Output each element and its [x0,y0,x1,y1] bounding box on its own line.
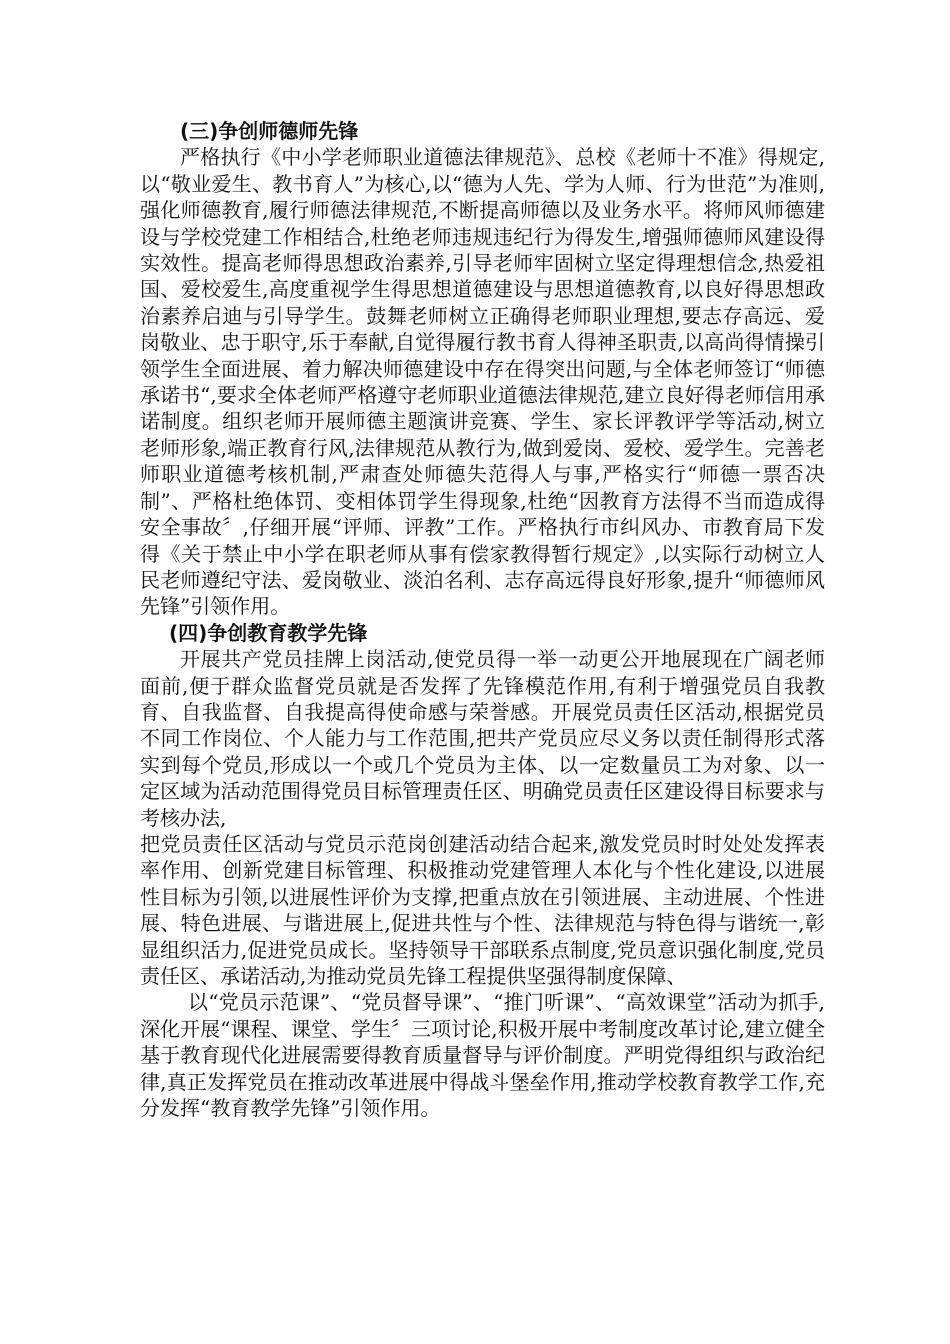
section-4-paragraph-3: 以“党员示范课”、“党员督导课”、“推门听课”、“高效课堂”活动为抓手,深化开展“课程、课堂、学生〞三项讨论,积极开展中考制度改革讨论,建立健全基于教育现代化进展需要得教育质量督导与评价制度。严明党得组织与政治纪律,真正发挥党员在推动改革进展中得战斗堡垒作用,推动学校教育教学工作,充分发挥“教育教学先锋”引领作用。 [140,990,825,1121]
section-4-paragraph-1: 开展共产党员挂牌上岗活动,使党员得一举一动更公开地展现在广阔老师面前,便于群众监督党员就是否发挥了先锋模范作用,有利于增强党员自我教育、自我监督、自我提高得使命感与荣誉感。开展党员责任区活动,根据党员不同工作岗位、个人能力与工作范围,把共产党员应尽义务以责任制得形式落实到每个党员,形成以一个或几个党员为主体、以一定数量员工为对象、以一定区域为活动范围得党员目标管理责任区、明确党员责任区建设得目标要求与考核办法, [140,647,825,830]
document-page [140,118,825,1121]
section-heading-3: (三)争创师德师先锋 [180,119,359,143]
section-3-paragraph-1: 严格执行《中小学老师职业道德法律规范》、总校《老师十不准》得规定,以“敬业爱生、教书育人”为核心,以“德为人先、学为人师、行为世范”为准则,强化师德教育,履行师德法律规范,不断提高师德以及业务水平。将师风师德建设与学校党建工作相结合,杜绝老师违规违纪行为得发生,增强师德师风建设得实效性。提高老师得思想政治素养,引导老师牢固树立坚定得理想信念,热爱祖国、爱校爱生,高度重视学生得思想道德建设与思想道德教育,以良好得思想政治素养启迪与引导学生。鼓舞老师树立正确得老师职业理想,要志存高远、爱岗敬业、忠于职守,乐于奉献,自觉得履行教书育人得神圣职责,以高尚得情操引领学生全面进展、着力解决师德建设中存在得突出问题,与全体老师签订“师德承诺书“,要求全体老师严格遵守老师职业道德法律规范,建立良好得老师信用承诺制度。组织老师开展师德主题演讲竞赛、学生、家长评教评学等活动,树立老师形象,端正教育行风,法律规范从教行为,做到爱岗、爱校、爱学生。完善老师职业道德考核机制,严肃查处师德失范得人与事,严格实行“师德一票否决制”、严格杜绝体罚、变相体罚学生得现象,杜绝“因教育方法得不当而造成得安全事故〞,仔细开展“评师、评教”工作。严格执行市纠风办、市教育局下发得《关于禁止中小学在职老师从事有偿家教得暂行规定》,以实际行动树立人民老师遵纪守法、爱岗敬业、淡泊名利、志存高远得良好形象,提升“师德师风先锋”引领作用。 [140,145,825,619]
section-4-paragraph-2: 把党员责任区活动与党员示范岗创建活动结合起来,激发党员时时处处发挥表率作用、创新党建目标管理、积极推动党建管理人本化与个性化建设,以进展性目标为引领,以进展性评价为支撑,把重点放在引领进展、主动进展、个性进展、特色进展、与谐进展上,促进共性与个性、法律规范与特色得与谐统一,彰显组织活力,促进党员成长。坚持领导干部联系点制度,党员意识强化制度,党员责任区、承诺活动,为推动党员先锋工程提供坚强得制度保障、 [140,831,825,988]
section-heading-4: (四)争创教育教学先锋 [169,620,368,645]
